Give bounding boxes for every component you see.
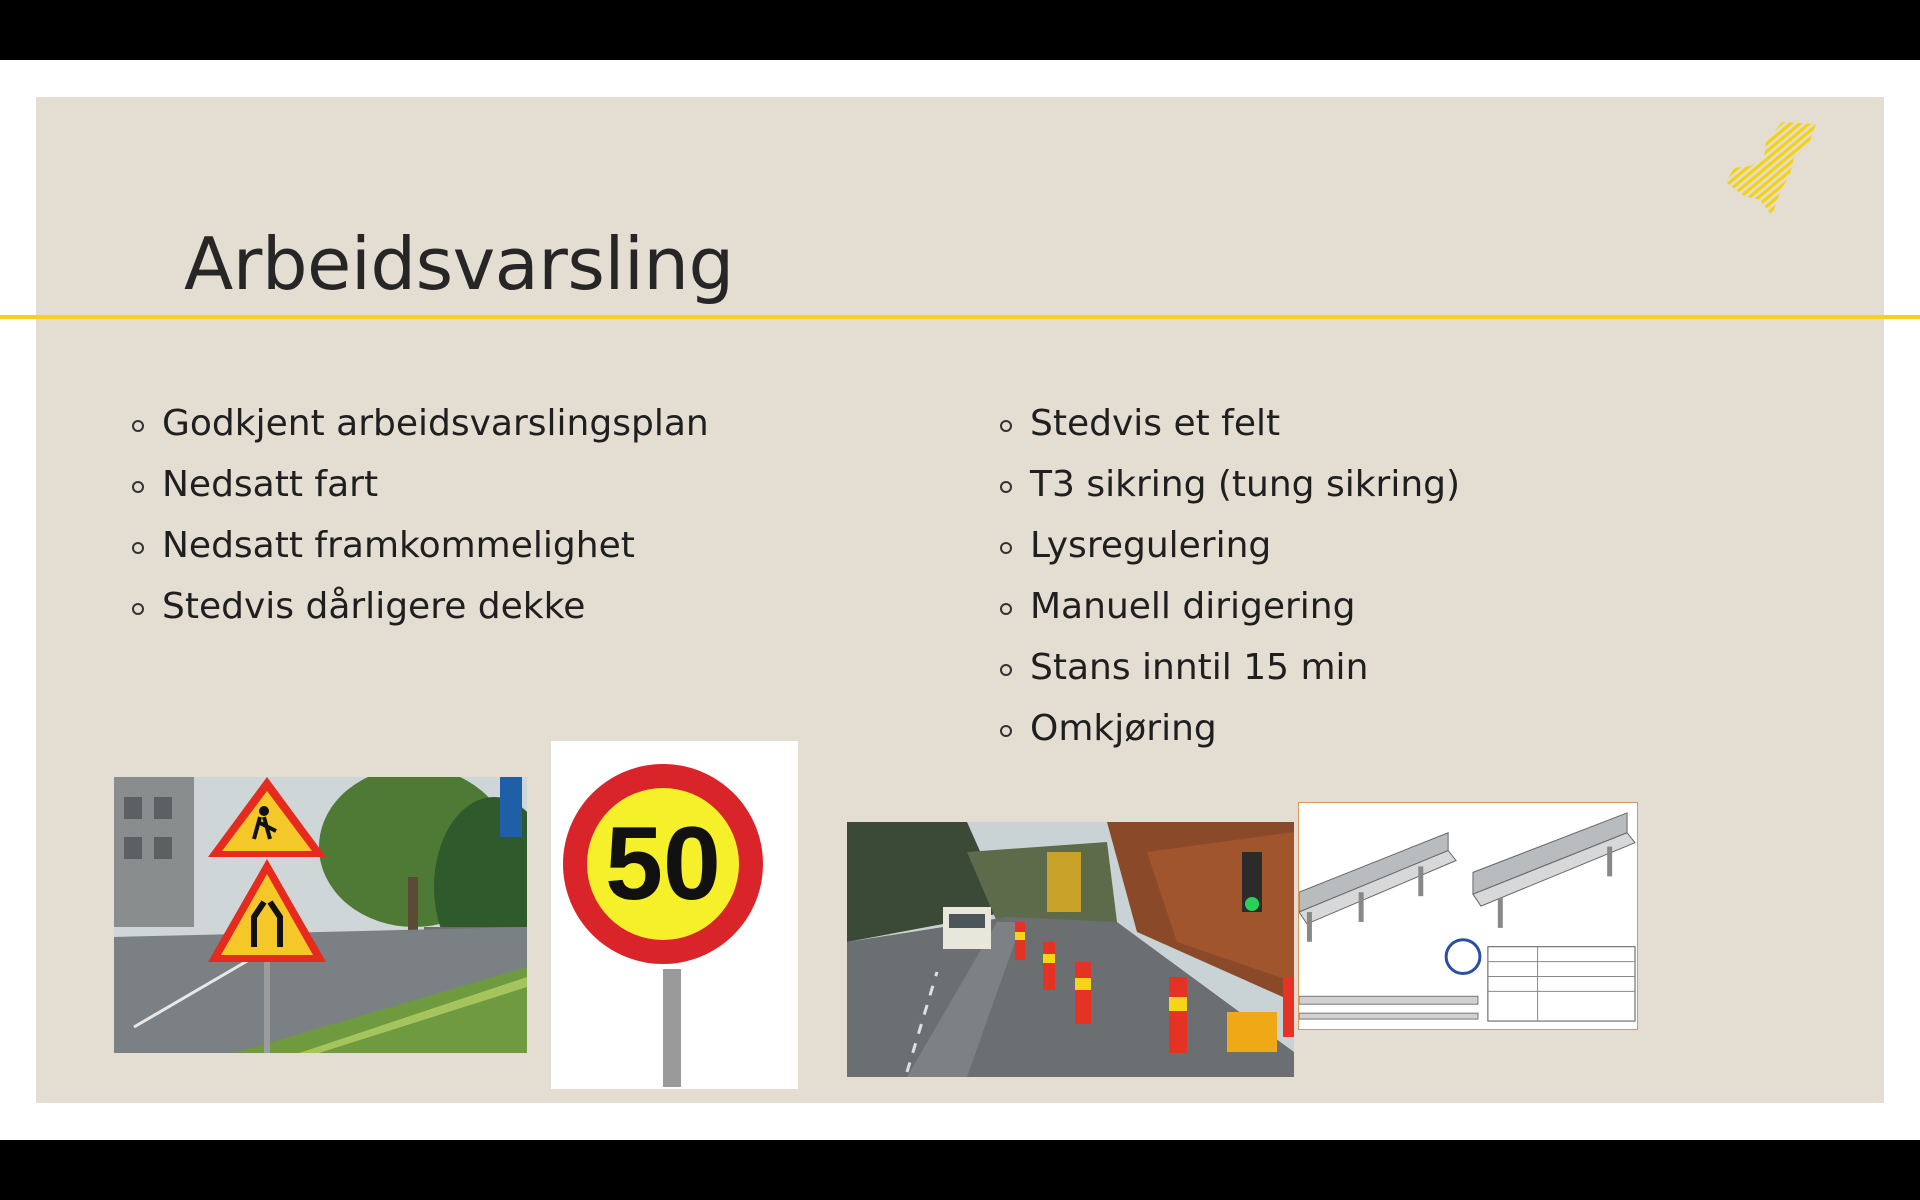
yellow-hatched-logo-icon bbox=[1720, 118, 1820, 222]
list-item: Stans inntil 15 min bbox=[1000, 637, 1460, 698]
list-item: Nedsatt fart bbox=[132, 454, 709, 515]
bullet-icon bbox=[1000, 725, 1012, 737]
list-item: Stedvis dårligere dekke bbox=[132, 576, 709, 637]
page-title: Arbeidsvarsling bbox=[184, 222, 734, 306]
list-item: Omkjøring bbox=[1000, 698, 1460, 759]
list-item: Manuell dirigering bbox=[1000, 576, 1460, 637]
bullet-icon bbox=[132, 420, 144, 432]
bullet-icon bbox=[132, 542, 144, 554]
bullet-icon bbox=[1000, 603, 1012, 615]
list-item: Godkjent arbeidsvarslingsplan bbox=[132, 393, 709, 454]
left-bullet-list bbox=[132, 393, 709, 637]
speed-limit-sign-photo bbox=[551, 741, 798, 1089]
bullet-icon bbox=[1000, 420, 1012, 432]
speed-limit-value: 50 bbox=[605, 806, 721, 922]
list-item: Lysregulering bbox=[1000, 515, 1460, 576]
list-item: Nedsatt framkommelighet bbox=[132, 515, 709, 576]
list-item: T3 sikring (tung sikring) bbox=[1000, 454, 1460, 515]
road-cones-photo bbox=[847, 822, 1294, 1077]
title-divider bbox=[0, 315, 1920, 319]
barrier-technical-drawing bbox=[1298, 802, 1638, 1030]
bullet-icon bbox=[132, 481, 144, 493]
bullet-icon bbox=[1000, 542, 1012, 554]
list-item: Stedvis et felt bbox=[1000, 393, 1460, 454]
bullet-icon bbox=[1000, 664, 1012, 676]
bullet-icon bbox=[1000, 481, 1012, 493]
right-bullet-list bbox=[1000, 393, 1460, 759]
bullet-icon bbox=[132, 603, 144, 615]
roadwork-signs-photo bbox=[114, 777, 527, 1053]
